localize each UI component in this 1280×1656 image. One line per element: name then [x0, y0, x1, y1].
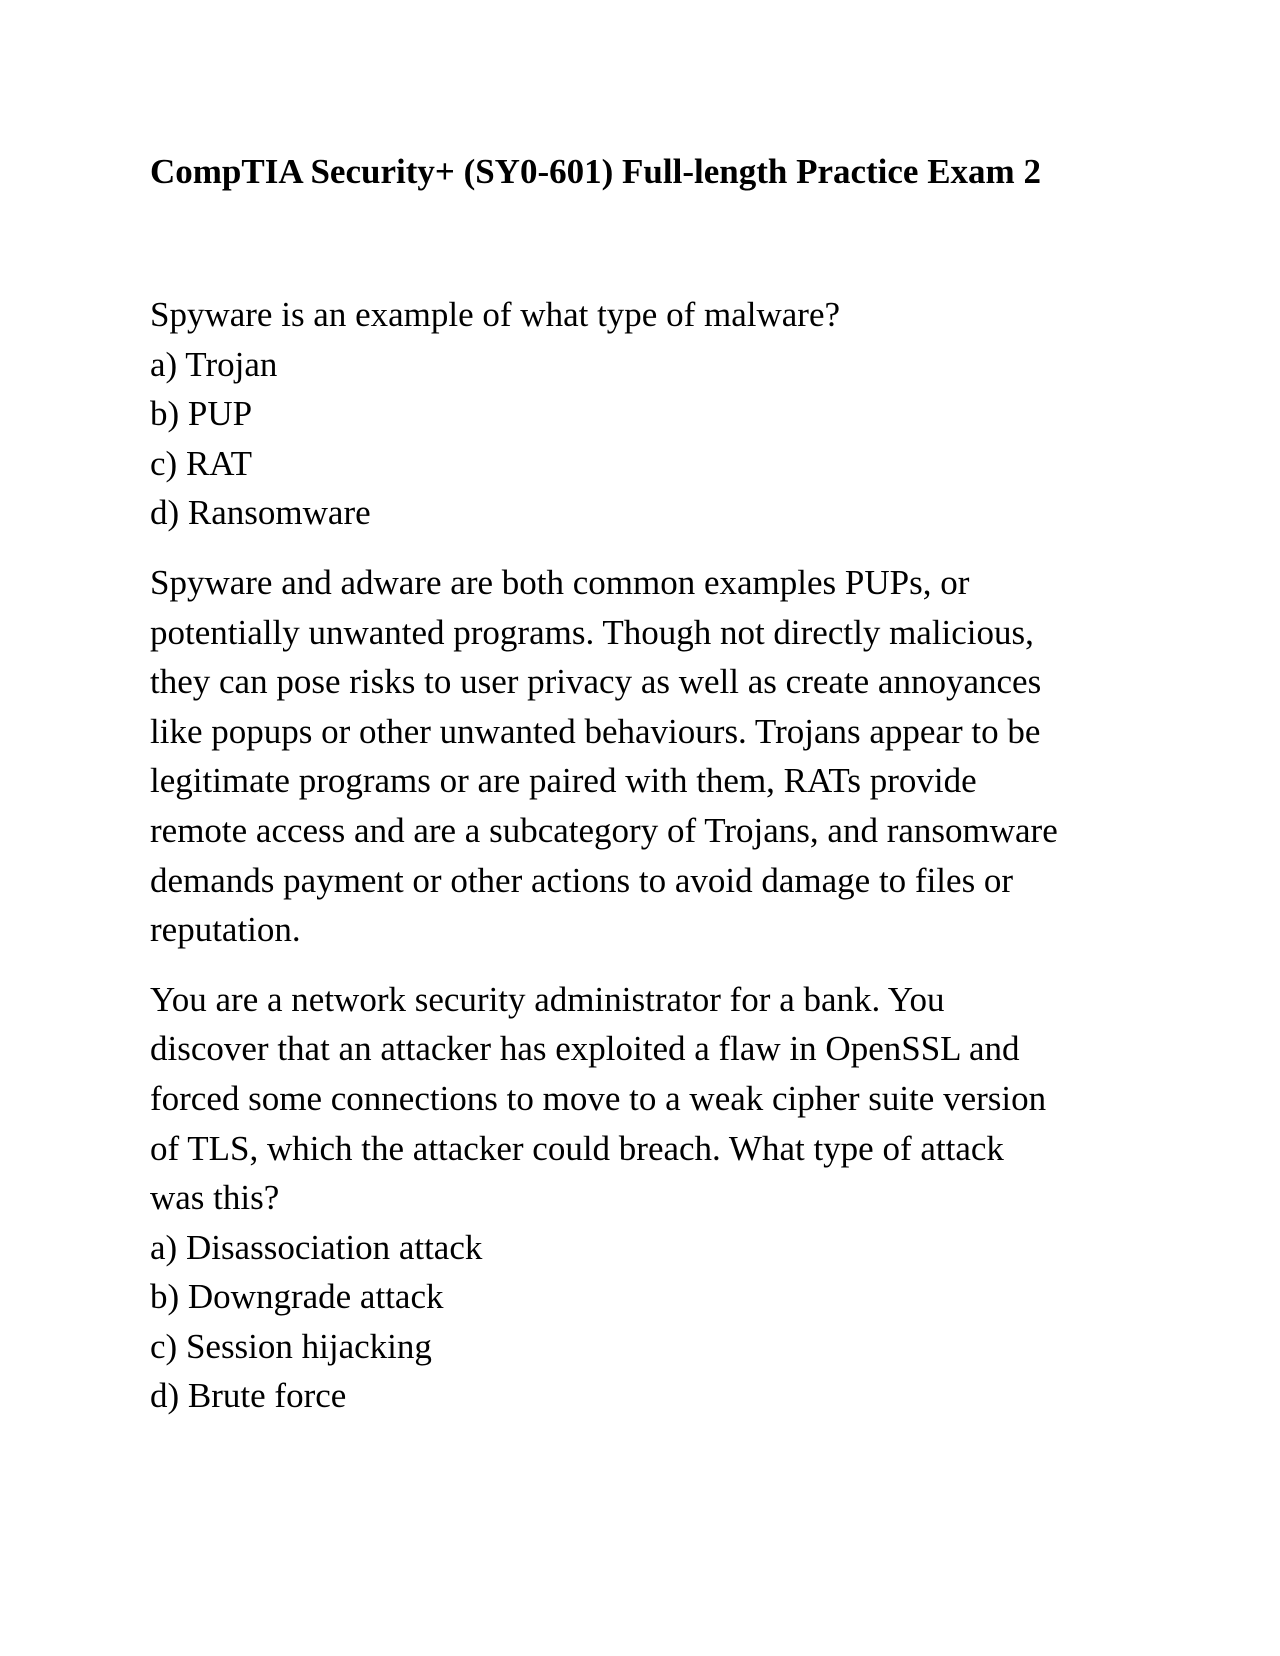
explanation-line: like popups or other unwanted behaviours. Trojans appear to be	[150, 711, 1041, 751]
question-2-prompt-line: forced some connections to move to a weak cipher suite version	[150, 1078, 1047, 1118]
question-2-option-c: c) Session hijacking	[150, 1326, 432, 1366]
question-2-option-b: b) Downgrade attack	[150, 1277, 444, 1317]
question-2-prompt-line: was this?	[150, 1178, 280, 1218]
question-1	[150, 290, 1140, 538]
document-title: CompTIA Security+ (SY0-601) Full-length Practice Exam 2	[150, 152, 1041, 191]
question-2-prompt-line: You are a network security administrator for a bank. You	[150, 979, 945, 1019]
question-1-option-a: a) Trojan	[150, 344, 278, 384]
question-1-prompt: Spyware is an example of what type of malware?	[150, 295, 841, 334]
question-1-option-b: b) PUP	[150, 394, 253, 434]
question-2	[150, 975, 1140, 1421]
explanation-line: demands payment or other actions to avoid damage to files or	[150, 860, 1014, 900]
question-2-option-a: a) Disassociation attack	[150, 1227, 483, 1267]
question-2-prompt-line: discover that an attacker has exploited a flaw in OpenSSL and	[150, 1029, 1020, 1069]
question-1-option-d: d) Ransomware	[150, 493, 371, 533]
question-2-option-d: d) Brute force	[150, 1376, 347, 1416]
explanation-line: legitimate programs or are paired with them, RATs provide	[150, 761, 977, 801]
question-1-option-c: c) RAT	[150, 443, 253, 483]
explanation-1	[150, 558, 1140, 955]
explanation-line: Spyware and adware are both common examples PUPs, or	[150, 562, 970, 602]
document-body	[150, 290, 1140, 1421]
explanation-line: they can pose risks to user privacy as well as create annoyances	[150, 662, 1042, 702]
explanation-line: reputation.	[150, 910, 301, 950]
explanation-line: potentially unwanted programs. Though not directly malicious,	[150, 612, 1034, 652]
explanation-line: remote access and are a subcategory of Trojans, and ransomware	[150, 810, 1058, 850]
question-2-prompt-line: of TLS, which the attacker could breach. What type of attack	[150, 1128, 1004, 1168]
